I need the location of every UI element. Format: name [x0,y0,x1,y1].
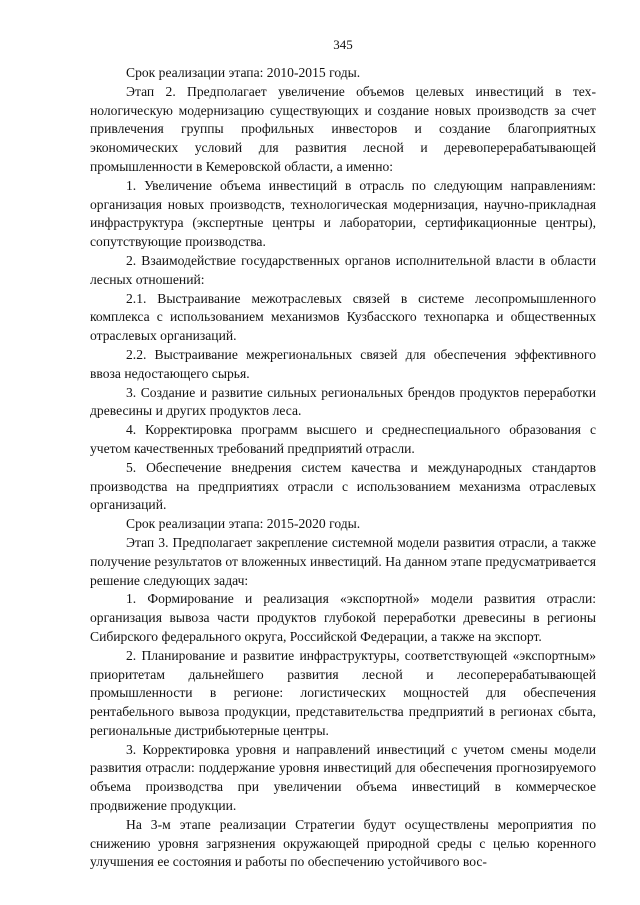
paragraph-item-4: 4. Корректировка программ высшего и среднеспециального образования с учетом качественных требований предприятий отрасли. [90,422,596,456]
paragraph-stage-term-2015-2020: Срок реализации этапа: 2015-2020 годы. [126,516,361,532]
paragraph-stage-term-2010-2015: Срок реализации этапа: 2010-2015 годы. [126,65,361,80]
paragraph-item-5: 5. Обеспечение внедрения систем качества и международных стандартов производства на предприятиях отрасли с использованием механизма отраслевых организаций. [90,459,596,513]
paragraph-stage-3-item-2: 2. Планирование и развитие инфраструктуры, соответствующей «экспортным» приоритетам дальнейшего развития лесной и лесоперерабатывающей промышленности в регионе: логистических мощностей для обеспечения рентабельного вывоза продукции, представительства предприятий в регионах сбыта, региональные дистрибьютерные центры. [90,647,596,738]
paragraph-item-3: 3. Создание и развитие сильных региональных брендов продуктов переработки древесины и других продуктов леса. [90,384,596,419]
page-number: 345 [333,37,353,52]
paragraph-stage-3-item-3: 3. Корректировка уровня и направлений инвестиций с учетом смены модели развития отрасли: поддержание уровня инвестиций для обеспечения прогнозируемого объема производства при увеличении объема инвестиций в коммерческое продвижение продукции. [90,741,596,814]
paragraph-stage-3-intro: Этап 3. Предполагает закрепление системной модели развития отрасли, а также получение результатов от вложенных инвестиций. На данном этапе предусматривается решение следующих задач: [90,534,596,588]
paragraph-stage-3-measures: На 3-м этапе реализации Стратегии будут осуществлены мероприятия по снижению уровня загрязнения окружающей природной среды с целью коренного улучшения ее состояния и работы по обеспечению устойчивого вос- [90,816,596,870]
paragraph-item-2-1: 2.1. Выстраивание межотраслевых связей в системе лесопромышленного комплекса с использованием механизмов Кузбасского технопарка и общественных отраслевых организаций. [90,290,596,344]
paragraph-stage-2-intro: Этап 2. Предполагает увеличение объемов целевых инвестиций в технологическую модернизацию существующих и создание новых производств за счет привлечения группы профильных инвесторов и создание благоприятных экономических условий для развития лесной и деревоперерабатывающей промышленности в Кемеровской области, а именно: [90,83,596,174]
paragraph-item-2-2: 2.2. Выстраивание межрегиональных связей для обеспечения эффективного ввоза недостающего сырья. [90,346,596,381]
paragraph-item-1: 1. Увеличение объема инвестиций в отрасль по следующим направлениям: организация новых производств, технологическая модернизация, научно-прикладная инфраструктура (экспертные центры и лаборатории, сертификационные центры), сопутствующие производства. [90,177,596,250]
paragraph-stage-3-item-1: 1. Формирование и реализация «экспортной» модели развития отрасли: организация вывоза части продуктов глубокой переработки древесины в регионы Сибирского федерального округа, Российской Федерации, а также на экспорт. [90,591,596,644]
paragraph-item-2: 2. Взаимодействие государственных органов исполнительной власти в области лесных отношений: [90,252,596,287]
document-page [90,0,596,872]
